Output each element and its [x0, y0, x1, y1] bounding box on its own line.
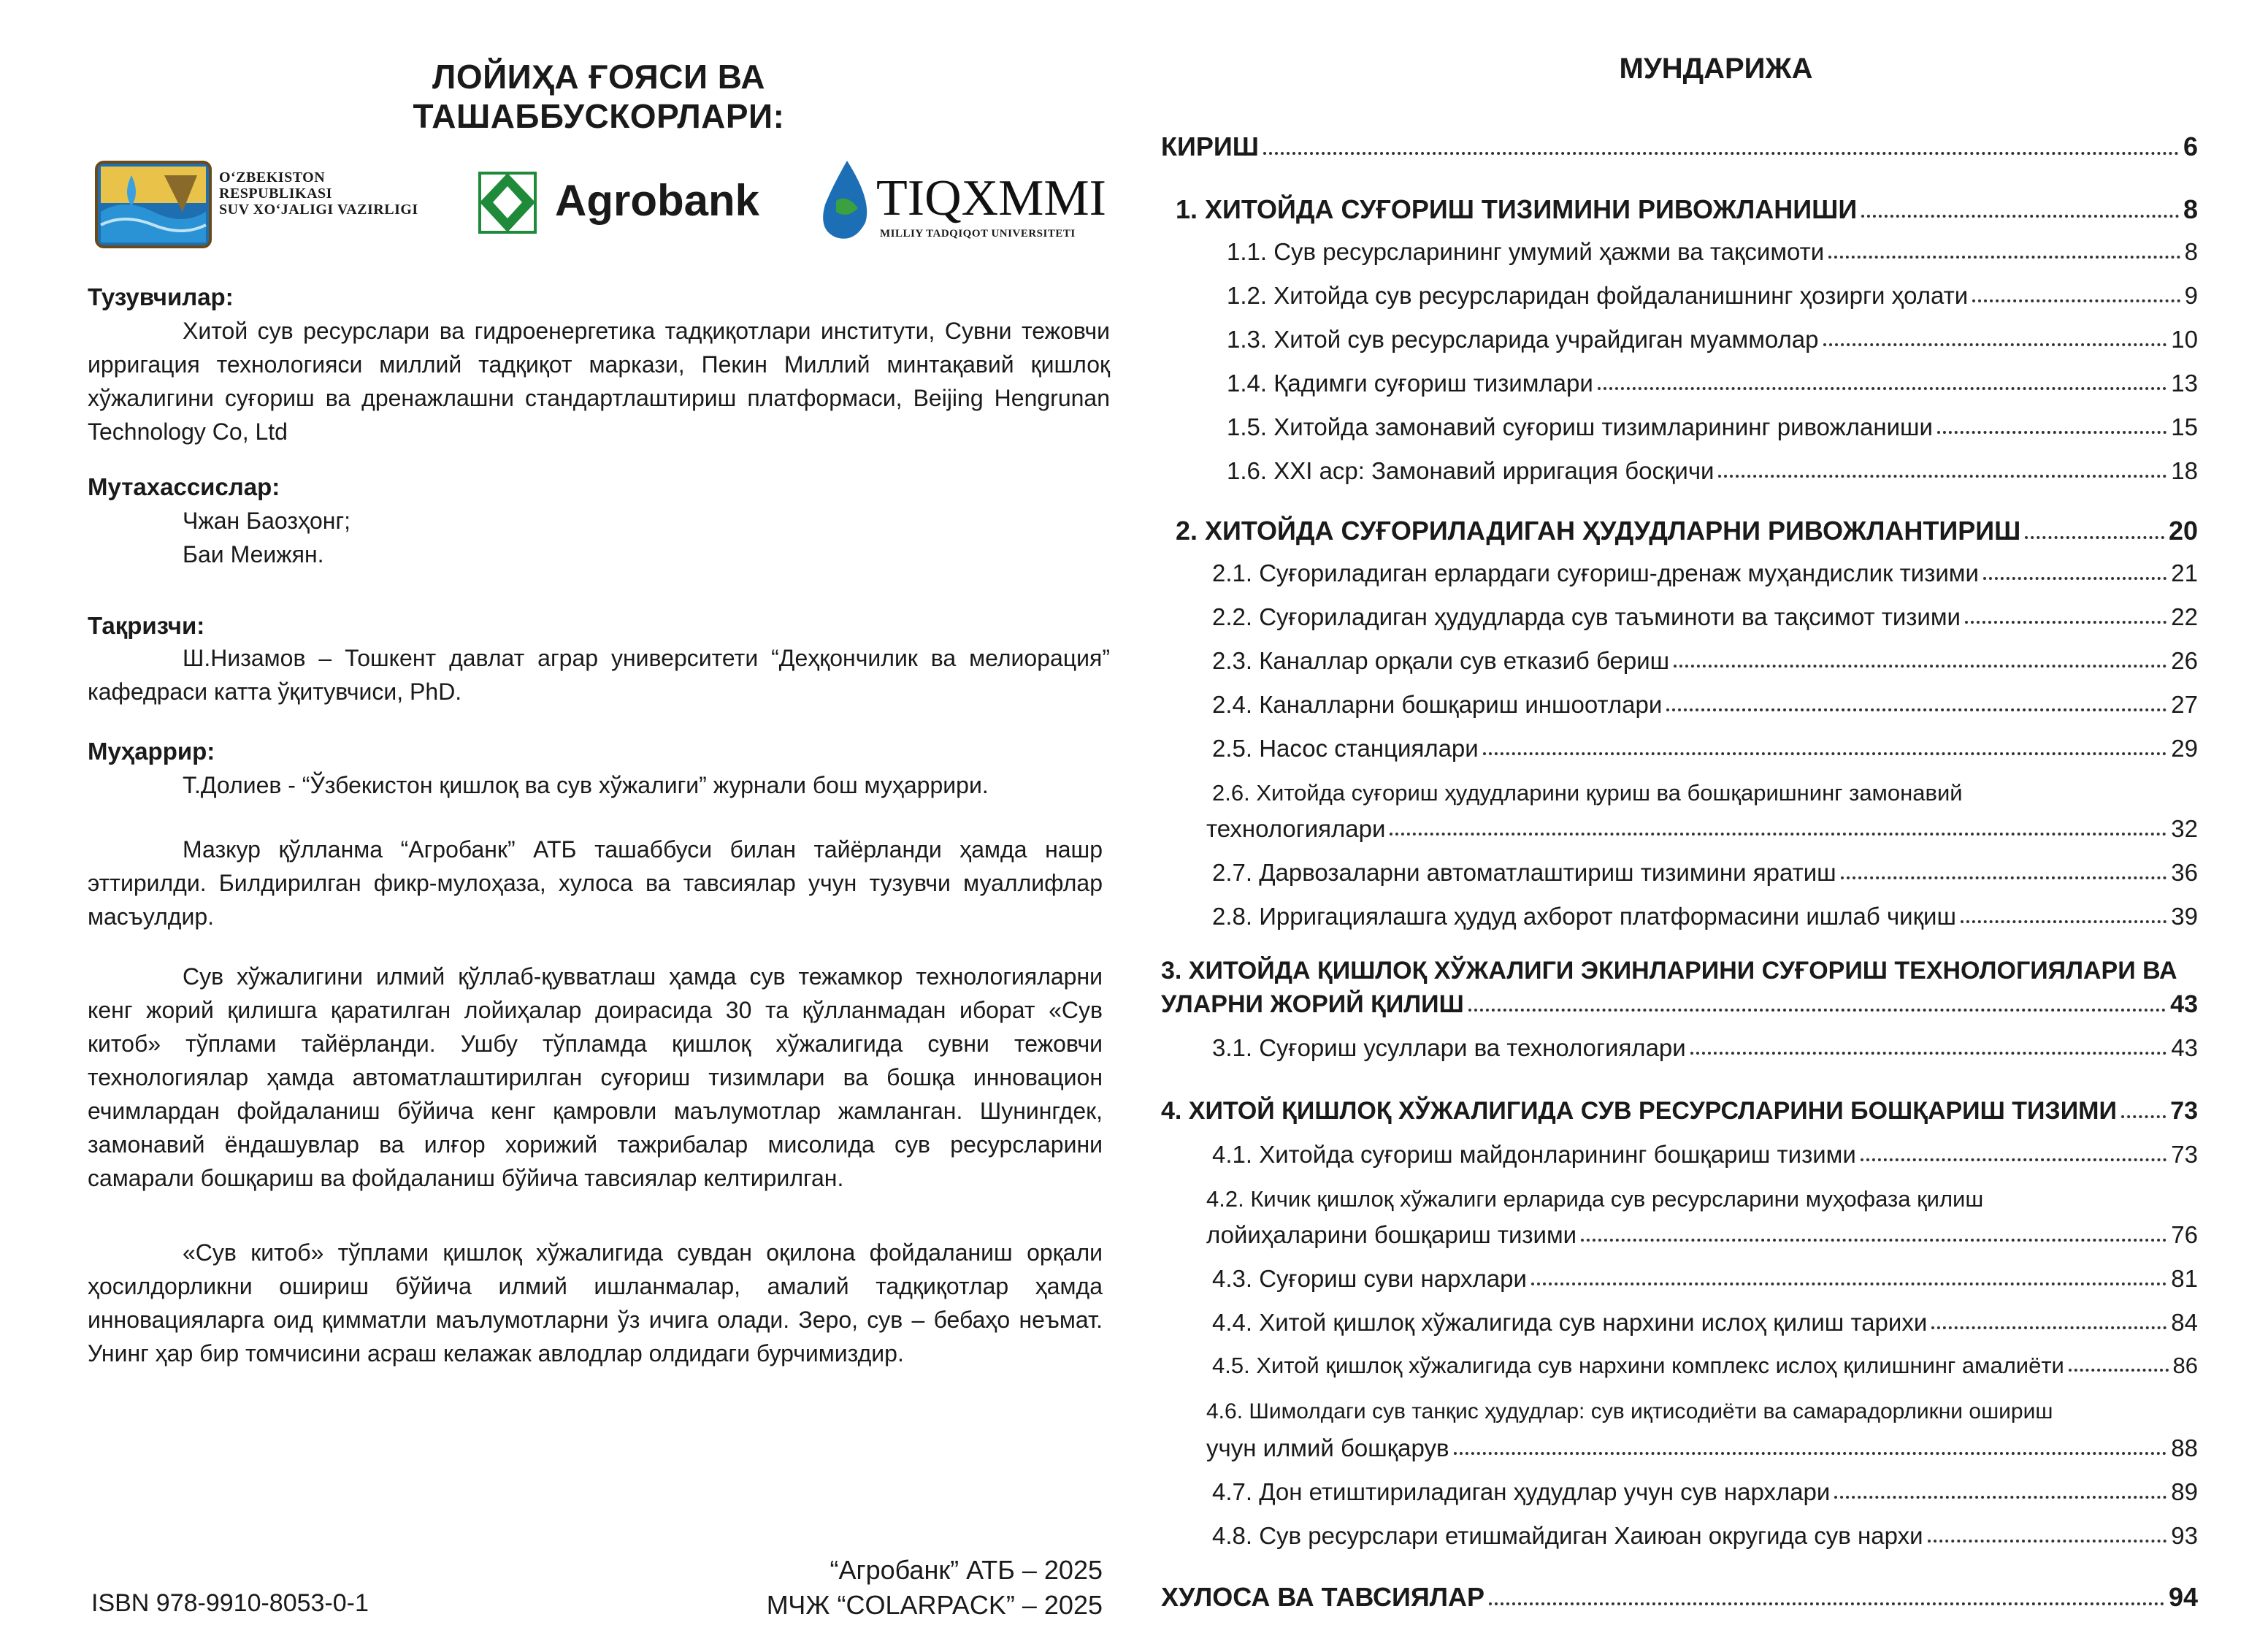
toc-entry[interactable]: 2.2. Суғориладиган ҳудудларда сув таъминоти ва тақсимот тизими 22 — [1212, 603, 2198, 630]
publisher-info — [730, 1553, 1103, 1623]
publisher-line: “Агробанк” АТБ – 2025 — [830, 1555, 1103, 1585]
agrobank-logo-text: Agrobank — [555, 176, 760, 225]
toc-entry-line1[interactable]: 3. ХИТОЙДА ҚИШЛОҚ ХЎЖАЛИГИ ЭКИНЛАРИНИ СУҒОРИШ ТЕХНОЛОГИЯЛАРИ ВА — [1161, 957, 2177, 985]
toc-entry[interactable]: УЛАРНИ ЖОРИЙ ҚИЛИШ 43 — [1161, 990, 2198, 1018]
paragraph-3: «Сув китоб» тўплами қишлоқ хўжалигида сувдан оқилона фойдаланиш орқали ҳосилдорликни ошириш бўйича илмий ишланмалар, амалий тадқиқотлар ҳамда инновацияларга оид қимматли маълумотларни ўз ичига олади. Зеро, сув – бебаҳо неъмат. Унинг ҳар бир томчисини асраш келажак авлодлар олдидаги бурчимиздир. — [88, 1239, 1103, 1366]
toc-entry[interactable]: ХУЛОСА ВА ТАВСИЯЛАР 94 — [1161, 1582, 2198, 1612]
toc-entry[interactable]: 1.2. Хитойда сув ресурсларидан фойдаланишнинг ҳозирги ҳолати 9 — [1227, 282, 2198, 309]
toc-entry[interactable]: 4. ХИТОЙ ҚИШЛОҚ ХЎЖАЛИГИДА СУВ РЕСУРСЛАРИНИ БОШҚАРИШ ТИЗИМИ 73 — [1161, 1097, 2198, 1125]
toc-entry-line1[interactable]: 4.2. Кичик қишлоқ хўжалиги ерларида сув ресурсларини муҳофаза қилиш — [1206, 1186, 1984, 1212]
tiqxmmi-logo-text: TIQXMMI — [876, 170, 1106, 226]
toc-entry[interactable]: КИРИШ 6 — [1161, 131, 2198, 161]
toc-entry[interactable]: 3.1. Суғориш усуллари ва технологиялари 43 — [1212, 1034, 2198, 1061]
compilers-text: Хитой сув ресурслари ва гидроенергетика тадқиқотлари институти, Сувни тежовчи ирригация технологияси миллий тадқиқот маркази, Пекин Миллий минтақавий қишлоқ хўжалигини суғориш ва дренажлашни стандартлаштириш платформаси, Beijing Hengrunan Technology Co, Ltd — [88, 318, 1110, 445]
logo-row — [95, 153, 1117, 256]
toc-entry-line1[interactable]: 4.6. Шимолдаги сув танқис ҳудудлар: сув иқтисодиёти ва самарадорликни ошириш — [1206, 1399, 2053, 1423]
toc-entry[interactable]: 4.8. Сув ресурслари етишмайдиган Хаиюан округида сув нархи 93 — [1212, 1522, 2198, 1549]
isbn: ISBN 978-9910-8053-0-1 — [91, 1589, 369, 1617]
toc-entry[interactable]: 4.5. Хитой қишлоқ хўжалигида сув нархини комплекс ислоҳ қилишнинг амалиёти 86 — [1212, 1353, 2198, 1378]
tiqxmmi-logo-subtitle: MILLIY TADQIQOT UNIVERSITETI — [880, 228, 1076, 240]
page-title: ЛОЙИҲА ҒОЯСИ ВА ТАШАББУСКОРЛАРИ: — [413, 58, 785, 135]
experts-list — [88, 504, 350, 571]
toc-entry[interactable]: 1.6. XXI аср: Замонавий ирригация босқичи 18 — [1227, 457, 2198, 484]
toc-entry[interactable]: технологиялари 32 — [1206, 815, 2198, 842]
toc-entry[interactable]: 2.4. Каналларни бошқариш иншоотлари 27 — [1212, 691, 2198, 718]
toc-entry[interactable]: 4.1. Хитойда суғориш майдонларининг бошқариш тизими 73 — [1212, 1141, 2198, 1168]
publisher-line: МЧЖ “COLARPACK” – 2025 — [766, 1590, 1103, 1620]
experts-heading: Мутахассислар: — [88, 473, 280, 500]
reviewer-text: Ш.Низамов – Тошкент давлат аграр университети “Деҳқончилик ва мелиорация” кафедраси катта ўқитувчиси, PhD. — [88, 645, 1110, 705]
reviewer-heading: Тақризчи: — [88, 612, 205, 639]
ministry-logo-text: OʻZBEKISTON RESPUBLIKASI SUV XOʻJALIGI VAZIRLIGI — [219, 169, 418, 218]
toc-entry[interactable]: 4.7. Дон етиштириладиган ҳудудлар учун сув нархлари 89 — [1212, 1478, 2198, 1505]
toc-entry[interactable]: 1.1. Сув ресурсларининг умумий ҳажми ва тақсимоти 8 — [1227, 238, 2198, 265]
tiqxmmi-logo-icon — [814, 157, 880, 245]
toc-entry[interactable]: 1.5. Хитойда замонавий суғориш тизимларининг ривожланиши 15 — [1227, 413, 2198, 440]
toc-entry[interactable]: учун илмий бошқарув 88 — [1206, 1434, 2198, 1461]
toc-entry[interactable]: 2.7. Дарвозаларни автоматлаштириш тизимини яратиш 36 — [1212, 859, 2198, 886]
expert-name: Чжан Баозҳонг; — [183, 508, 351, 534]
toc-entry[interactable]: 4.4. Хитой қишлоқ хўжалигида сув нархини ислоҳ қилиш тарихи 84 — [1212, 1309, 2198, 1336]
agrobank-logo-icon — [478, 172, 537, 234]
ministry-logo-icon — [95, 161, 212, 248]
toc-entry[interactable]: 1. ХИТОЙДА СУҒОРИШ ТИЗИМИНИ РИВОЖЛАНИШИ 8 — [1176, 194, 2198, 224]
expert-name: Баи Меижян. — [183, 541, 324, 567]
editor-heading: Муҳаррир: — [88, 738, 215, 765]
toc-entry[interactable]: 2. ХИТОЙДА СУҒОРИЛАДИГАН ҲУДУДЛАРНИ РИВОЖЛАНТИРИШ 20 — [1176, 516, 2198, 546]
paragraph-2: Сув хўжалигини илмий қўллаб-қувватлаш ҳамда сув тежамкор технологияларни кенг жорий қилишга қаратилган лойиҳалар доирасида 30 та қўлланмадан иборат «Сув китоб» тўплами тайёрланди. Ушбу тўпламда қишлоқ хўжалигида сувни тежовчи технологиялар ҳамда автоматлаштирилган суғориш тизимлари ва бошқа инновацион ечимлардан фойдаланиш бўйича кенг қамровли маълумотлар жамланган. Шунингдек, замонавий ёндашувлар ва илғор хорижий тажрибалар мисолида сув ресурсларини самарали бошқариш ва фойдаланиш бўйича тавсиялар келтирилган. — [88, 963, 1103, 1191]
editor-text: Т.Долиев - “Ўзбекистон қишлоқ ва сув хўжалиги” журнали бош муҳаррири. — [183, 772, 989, 798]
compilers-heading: Тузувчилар: — [88, 283, 234, 310]
toc-entry-line1[interactable]: 2.6. Хитойда суғориш ҳудудларини қуриш ва бошқаришнинг замонавий — [1212, 780, 1963, 806]
toc-entry[interactable]: лойиҳаларини бошқариш тизими 76 — [1206, 1221, 2198, 1248]
toc-entry[interactable]: 2.8. Ирригациялашга ҳудуд ахборот платформасини ишлаб чиқиш 39 — [1212, 903, 2198, 930]
toc-entry[interactable]: 1.4. Қадимги суғориш тизимлари 13 — [1227, 370, 2198, 397]
toc-entry[interactable]: 1.3. Хитой сув ресурсларида учрайдиган муаммолар 10 — [1227, 326, 2198, 353]
toc-entry[interactable]: 2.5. Насос станциялари 29 — [1212, 735, 2198, 762]
toc-title: МУНДАРИЖА — [1619, 53, 1813, 85]
toc-entry[interactable]: 4.3. Суғориш суви нархлари 81 — [1212, 1265, 2198, 1292]
toc-entry[interactable]: 2.3. Каналлар орқали сув етказиб бериш 26 — [1212, 647, 2198, 674]
toc-entry[interactable]: 2.1. Суғориладиган ерлардаги суғориш-дренаж муҳандислик тизими 21 — [1212, 559, 2198, 586]
paragraph-1: Мазкур қўлланма “Агробанк” АТБ ташаббуси билан тайёрланди ҳамда нашр эттирилди. Билдирилган фикр-мулоҳаза, хулоса ва тавсиялар учун тузувчи муаллифлар масъулдир. — [88, 836, 1103, 930]
